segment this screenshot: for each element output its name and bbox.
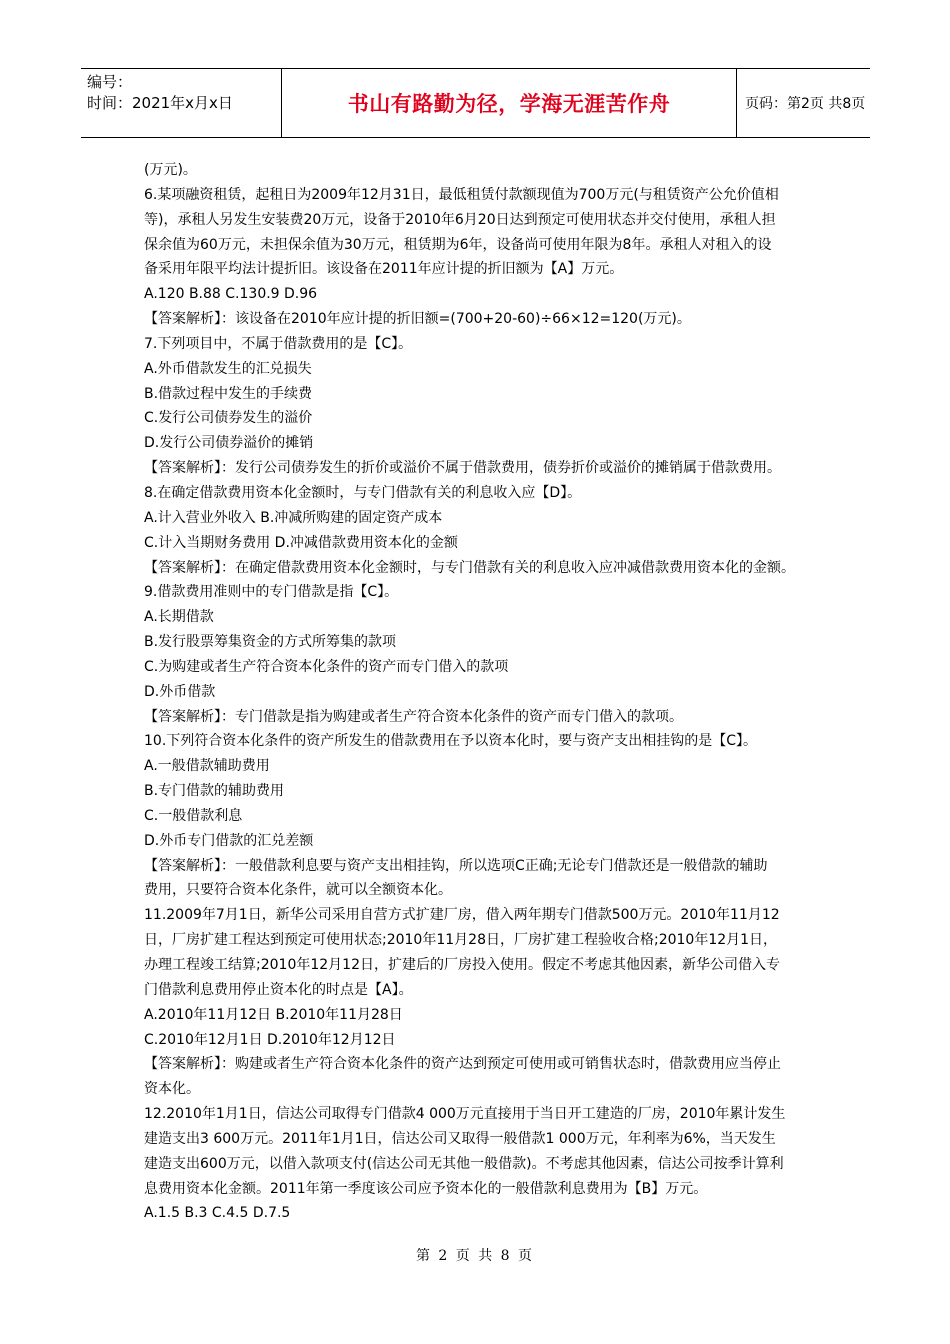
text-line: 门借款利息费用停止资本化的时点是【A】。 <box>144 981 413 998</box>
text-line: 8.在确定借款费用资本化金额时，与专门借款有关的利息收入应【D】。 <box>144 484 582 501</box>
page-info: 页码：第2页 共8页 <box>745 96 866 112</box>
text-line: C.一般借款利息 <box>144 807 243 824</box>
text-line: A.一般借款辅助费用 <box>144 758 270 775</box>
text-line: D.外币借款 <box>144 683 216 700</box>
header-motto-cell <box>281 69 737 137</box>
text-line: B.发行股票筹集资金的方式所筹集的款项 <box>144 634 397 651</box>
text-line: 11.2009年7月1日，新华公司采用自营方式扩建厂房，借入两年期专门借款500万元。2010年11月12 <box>144 907 780 924</box>
motto: 书山有路勤为径，学海无涯苦作舟 <box>347 92 671 116</box>
text-line: 建造支出600万元，以借入款项支付(信达公司无其他一般借款)。不考虑其他因素，信达公司按季计算利 <box>144 1155 784 1172</box>
text-line: D.外币专门借款的汇兑差额 <box>144 832 314 849</box>
text-line: A.长期借款 <box>144 609 214 626</box>
text-line: C.计入当期财务费用 D.冲减借款费用资本化的金额 <box>144 534 458 551</box>
text-line: 等)，承租人另发生安装费20万元，设备于2010年6月20日达到预定可使用状态并交付使用，承租人担 <box>144 211 776 228</box>
text-line: 6.某项融资租赁，起租日为2009年12月31日，最低租赁付款额现值为700万元(与租赁资产公允价值相 <box>144 186 779 203</box>
text-line: 建造支出3 600万元。2011年1月1日，信达公司又取得一般借款1 000万元，年利率为6%，当天发生 <box>144 1130 776 1147</box>
text-line: 7.下列项目中，不属于借款费用的是【C】。 <box>144 335 413 352</box>
header-page-cell <box>737 69 870 137</box>
text-line: 息费用资本化金额。2011年第一季度该公司应予资本化的一般借款利息费用为【B】万元。 <box>144 1180 708 1197</box>
text-line: (万元)。 <box>144 162 197 178</box>
text-line: A.2010年11月12日 B.2010年11月28日 <box>144 1006 403 1023</box>
document-body <box>144 158 820 1226</box>
page-header <box>81 68 870 138</box>
text-line: C.为购建或者生产符合资本化条件的资产而专门借入的款项 <box>144 658 509 675</box>
text-line: 【答案解析】：专门借款是指为购建或者生产符合资本化条件的资产而专门借入的款项。 <box>144 708 683 725</box>
page-footer: 第 2 页 共 8 页 <box>415 1248 535 1264</box>
text-line: A.120 B.88 C.130.9 D.96 <box>144 286 318 303</box>
text-line: 资本化。 <box>144 1081 200 1098</box>
text-line: A.计入营业外收入 B.冲减所购建的固定资产成本 <box>144 509 443 526</box>
text-line: 【答案解析】：购建或者生产符合资本化条件的资产达到预定可使用或可销售状态时，借款费用应当停止 <box>144 1056 781 1073</box>
text-line: 保余值为60万元，未担保余值为30万元，租赁期为6年，设备尚可使用年限为8年。承租人对租入的设 <box>144 236 772 253</box>
text-line: 12.2010年1月1日，信达公司取得专门借款4 000万元直接用于当日开工建造的厂房，2010年累计发生 <box>144 1106 786 1123</box>
text-line: A.1.5 B.3 C.4.5 D.7.5 <box>144 1205 291 1222</box>
text-line: 【答案解析】：在确定借款费用资本化金额时，与专门借款有关的利息收入应冲减借款费用资本化的金额。 <box>144 559 795 576</box>
header-left-cell <box>81 69 281 137</box>
text-line: 10.下列符合资本化条件的资产所发生的借款费用在予以资本化时，要与资产支出相挂钩的是【C】。 <box>144 733 758 750</box>
text-line: 【答案解析】：一般借款利息要与资产支出相挂钩，所以选项C正确;无论专门借款还是一般借款的辅助 <box>144 857 768 874</box>
number-label: 编号： <box>87 73 133 91</box>
date-label: 时间：2021年x月x日 <box>87 94 233 112</box>
text-line: 备采用年限平均法计提折旧。该设备在2011年应计提的折旧额为【A】万元。 <box>144 261 624 278</box>
text-line: 【答案解析】：发行公司债券发生的折价或溢价不属于借款费用，债券折价或溢价的摊销属于借款费用。 <box>144 460 781 477</box>
text-line: 【答案解析】：该设备在2010年应计提的折旧额=(700+20-60)÷66×12=120(万元)。 <box>144 311 691 328</box>
text-line: 办理工程竣工结算;2010年12月12日，扩建后的厂房投入使用。假定不考虑其他因素，新华公司借入专 <box>144 957 780 973</box>
text-line: A.外币借款发生的汇兑损失 <box>144 360 312 377</box>
text-line: 9.借款费用准则中的专门借款是指【C】。 <box>144 584 399 601</box>
text-line: 费用，只要符合资本化条件，就可以全额资本化。 <box>144 882 452 899</box>
text-line: B.专门借款的辅助费用 <box>144 783 285 800</box>
text-line: C.2010年12月1日 D.2010年12月12日 <box>144 1031 396 1048</box>
text-line: 日，厂房扩建工程达到预定可使用状态;2010年11月28日，厂房扩建工程验收合格;2010年12月1日， <box>144 932 778 949</box>
text-line: C.发行公司债券发生的溢价 <box>144 410 313 427</box>
text-line: B.借款过程中发生的手续费 <box>144 385 313 402</box>
text-line: D.发行公司债券溢价的摊销 <box>144 435 314 452</box>
